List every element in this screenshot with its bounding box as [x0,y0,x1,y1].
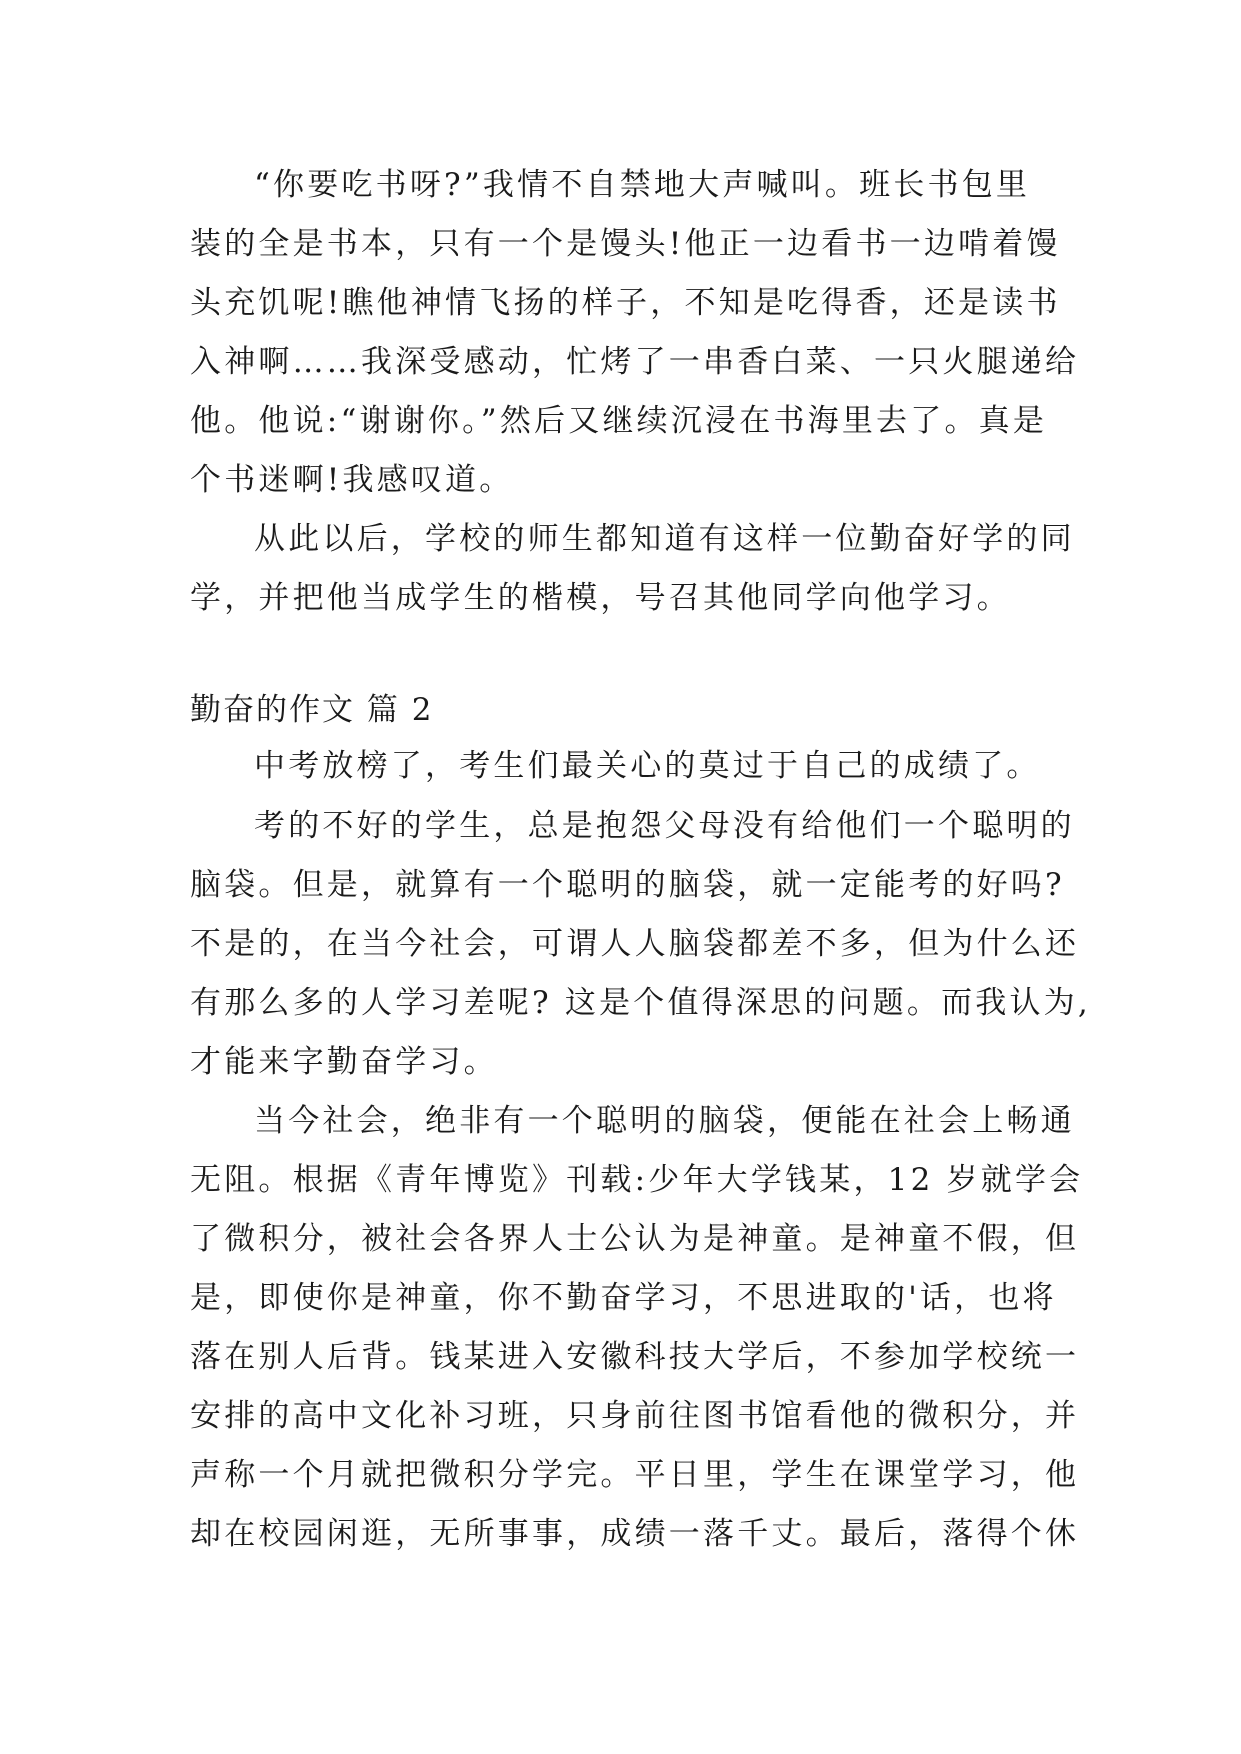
paragraph-line: 中考放榜了，考生们最关心的莫过于自己的成绩了。 [254,748,1041,784]
paragraph-line: 才能来字勤奋学习。 [190,1044,498,1080]
paragraph-line: 入神啊……我深受感动，忙烤了一串香白菜、一只火腿递给 [190,344,1080,380]
paragraph-line: 头充饥呢!瞧他神情飞扬的样子，不知是吃得香，还是读书 [190,285,1061,321]
paragraph-line: 是，即使你是神童，你不勤奋学习，不思进取的'话，也将 [190,1280,1057,1316]
paragraph-line: 声称一个月就把微积分学完。平日里，学生在课堂学习，他 [190,1457,1080,1493]
paragraph-line: 装的全是书本，只有一个是馒头!他正一边看书一边啃着馒 [190,226,1061,262]
paragraph-line: 从此以后，学校的师生都知道有这样一位勤奋好学的同 [254,521,1075,557]
paragraph-line: 考的不好的学生，总是抱怨父母没有给他们一个聪明的 [254,808,1075,844]
paragraph-line: 安排的高中文化补习班，只身前往图书馆看他的微积分，并 [190,1398,1080,1434]
paragraph-line: 落在别人后背。钱某进入安徽科技大学后，不参加学校统一 [190,1339,1080,1375]
paragraph-line: 当今社会，绝非有一个聪明的脑袋，便能在社会上畅通 [254,1103,1075,1139]
paragraph-line: 有那么多的人学习差呢? 这是个值得深思的问题。而我认为, [190,985,1091,1021]
paragraph-line: 学，并把他当成学生的楷模，号召其他同学向他学习。 [190,580,1011,616]
paragraph-line: 了微积分，被社会各界人士公认为是神童。是神童不假，但 [190,1221,1080,1257]
paragraph-line: “你要吃书呀?”我情不自禁地大声喊叫。班长书包里 [254,167,1031,203]
paragraph-line: 不是的，在当今社会，可谓人人脑袋都差不多，但为什么还 [190,926,1080,962]
paragraph-line: 个书迷啊!我感叹道。 [190,462,514,498]
paragraph-line: 却在校园闲逛，无所事事，成绩一落千丈。最后，落得个休 [190,1516,1080,1552]
paragraph-line: 他。他说:“谢谢你。”然后又继续沉浸在书海里去了。真是 [190,403,1048,439]
paragraph-line: 无阻。根据《青年博览》刊载:少年大学钱某，12 岁就学会 [190,1162,1084,1198]
paragraph-line: 脑袋。但是，就算有一个聪明的脑袋，就一定能考的好吗? [190,867,1065,903]
section-heading: 勤奋的作文 篇 2 [190,692,434,728]
